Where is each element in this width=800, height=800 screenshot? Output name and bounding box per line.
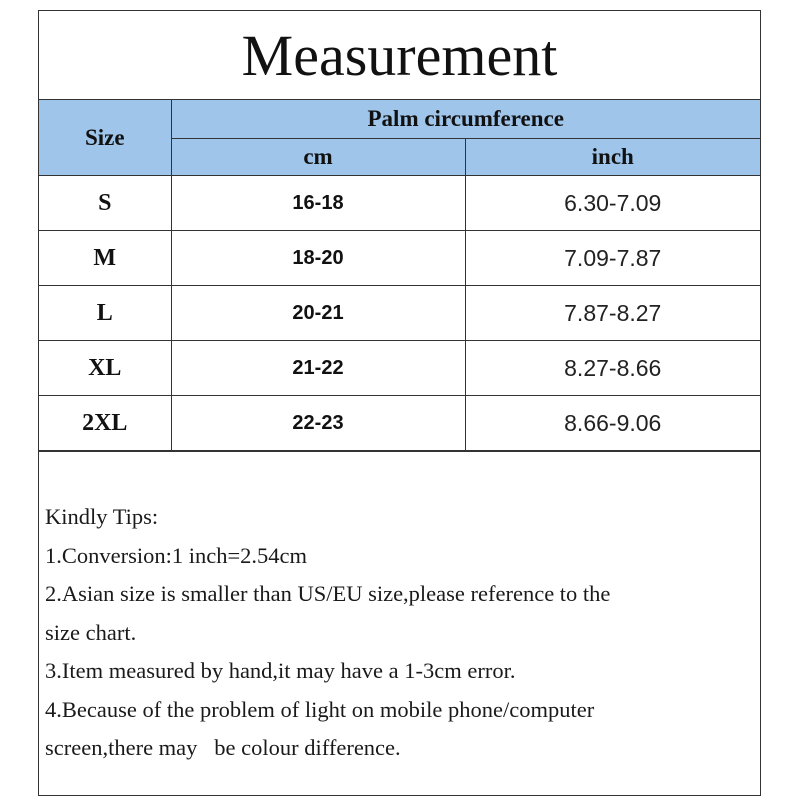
inch-cell: 7.87-8.27	[465, 286, 760, 341]
size-cell: 2XL	[39, 396, 171, 451]
tip-line: 3.Item measured by hand,it may have a 1-3cm error.	[45, 658, 516, 683]
inch-header: inch	[465, 139, 760, 176]
table-row	[39, 286, 760, 341]
kindly-tips	[39, 498, 760, 768]
cm-cell: 22-23	[171, 396, 465, 451]
tips-heading: Kindly Tips:	[45, 504, 159, 529]
cm-cell: 21-22	[171, 341, 465, 396]
inch-cell: 6.30-7.09	[465, 176, 760, 231]
cm-cell: 20-21	[171, 286, 465, 341]
inch-cell: 8.27-8.66	[465, 341, 760, 396]
size-header: Size	[39, 100, 171, 176]
table-row	[39, 231, 760, 286]
cm-header: cm	[171, 139, 465, 176]
tip-line: screen,there may be colour difference.	[45, 735, 401, 760]
tip-line: 2.Asian size is smaller than US/EU size,please reference to the	[45, 581, 611, 606]
measurement-sheet	[38, 10, 761, 796]
size-cell: XL	[39, 341, 171, 396]
size-cell: M	[39, 231, 171, 286]
table-row	[39, 341, 760, 396]
inch-cell: 7.09-7.87	[465, 231, 760, 286]
page-title: Measurement	[39, 11, 760, 100]
table-row	[39, 396, 760, 451]
tip-line: 1.Conversion:1 inch=2.54cm	[45, 542, 308, 568]
size-table	[39, 100, 760, 451]
table-row	[39, 176, 760, 231]
size-cell: L	[39, 286, 171, 341]
size-cell: S	[39, 176, 171, 231]
cm-cell: 18-20	[171, 231, 465, 286]
inch-cell: 8.66-9.06	[465, 396, 760, 451]
tip-line: 4.Because of the problem of light on mobile phone/computer	[45, 696, 595, 722]
spacer	[39, 452, 760, 498]
tip-line: size chart.	[45, 619, 137, 645]
palm-circumference-header: Palm circumference	[171, 100, 760, 139]
cm-cell: 16-18	[171, 176, 465, 231]
